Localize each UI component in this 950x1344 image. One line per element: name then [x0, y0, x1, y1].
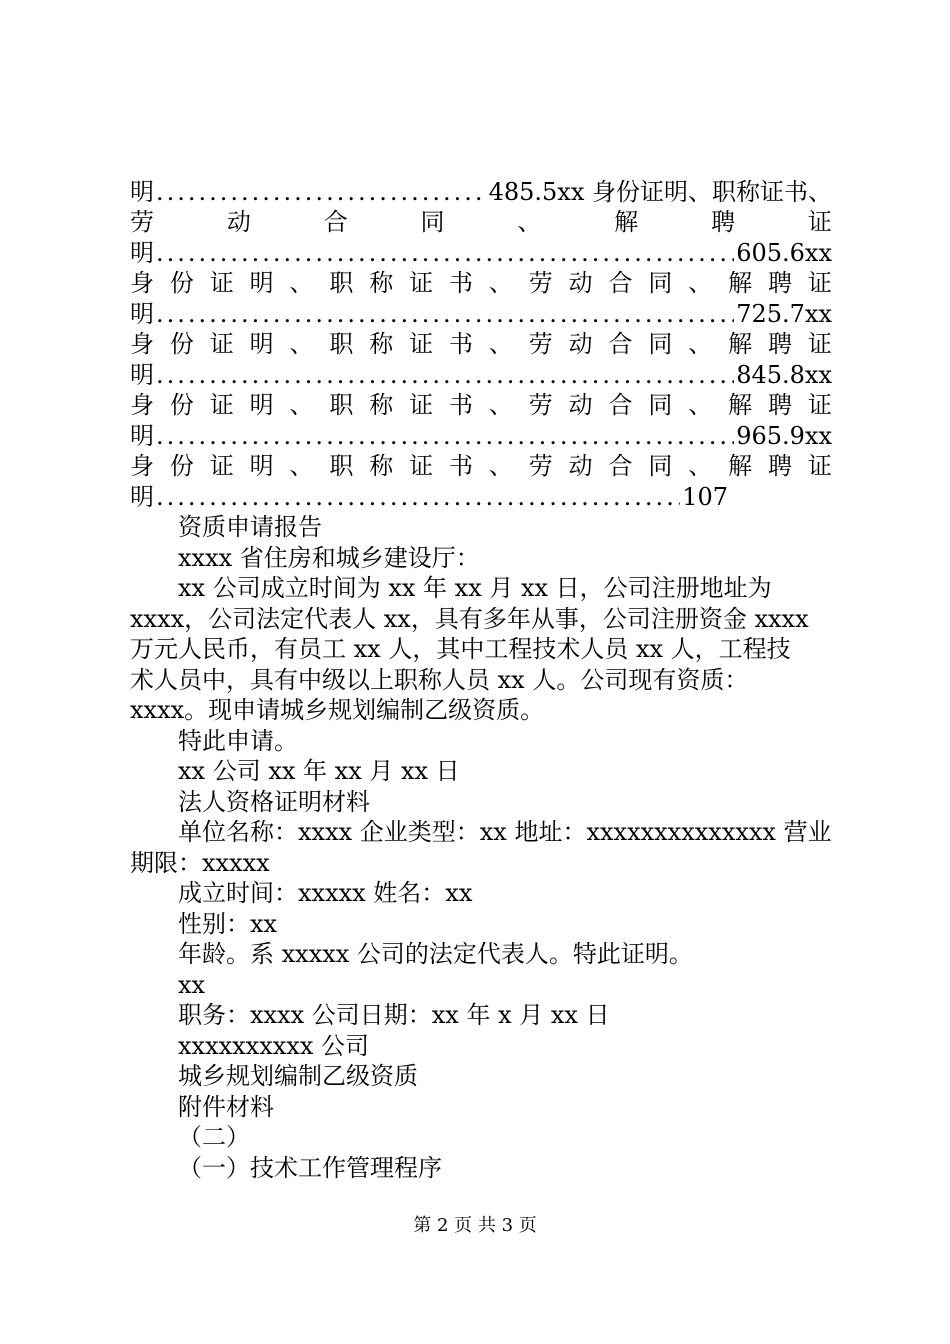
- cert-line: xxxxxxxxxx 公司: [178, 1032, 369, 1060]
- toc-line-start: 明: [130, 422, 154, 450]
- report-body-line: 术人员中，具有中级以上职称人员 xx 人。公司现有资质：: [130, 666, 749, 694]
- toc-line-end: 605.6xx: [736, 239, 832, 267]
- justified-char: 合: [608, 391, 633, 419]
- cert-title: 法人资格证明材料: [178, 788, 370, 816]
- justified-char: 劳: [528, 269, 553, 297]
- justified-char: 解: [728, 391, 753, 419]
- justified-char: 明: [249, 391, 274, 419]
- justified-char: 称: [369, 452, 394, 480]
- justified-char: 份: [169, 269, 194, 297]
- justified-char: 聘: [768, 391, 792, 419]
- justified-char: 解: [728, 452, 753, 480]
- justified-char: 职: [329, 330, 354, 358]
- justified-char: 同: [648, 391, 673, 419]
- page-footer: 第 2 页 共 3 页: [413, 1215, 537, 1236]
- report-body-line: xxxx，公司法定代表人 xx，具有多年从事，公司注册资金 xxxx: [130, 605, 809, 633]
- cert-line: xx: [178, 971, 206, 999]
- justified-char: 聘: [768, 269, 792, 297]
- justified-char: 身: [130, 452, 154, 480]
- justified-char: 同: [648, 269, 673, 297]
- justified-char: 份: [169, 452, 194, 480]
- toc-line-end: 485.5xx 身份证明、职称证书、: [488, 178, 832, 206]
- justified-char: 解: [728, 269, 753, 297]
- section-heading: （二）: [178, 1123, 250, 1151]
- report-body-line: 万元人民币，有员工 xx 人，其中工程技术人员 xx 人，工程技: [130, 635, 791, 663]
- justified-char: 劳: [528, 330, 553, 358]
- justified-char: 、: [289, 269, 314, 297]
- justified-char: 动: [568, 269, 593, 297]
- appendix-subtitle: 附件材料: [178, 1093, 274, 1121]
- justified-char: 同: [420, 208, 445, 236]
- justified-char: 动: [568, 391, 593, 419]
- toc-line-end: 107: [682, 483, 728, 511]
- toc-line: [130, 238, 832, 268]
- toc-line-start: 明: [130, 361, 154, 389]
- toc-line: [130, 299, 832, 329]
- justified-char: 、: [688, 330, 713, 358]
- justified-char: 证: [209, 269, 234, 297]
- justified-char: 、: [688, 269, 713, 297]
- toc-line: [130, 177, 832, 207]
- toc-leader-dots: [156, 299, 734, 329]
- cert-line: 单位名称：xxxx 企业类型：xx 地址：xxxxxxxxxxxxxx 营业: [178, 818, 832, 846]
- toc-line-start: 明: [130, 483, 154, 511]
- toc-line: [130, 360, 832, 390]
- toc-line-end: 965.9xx: [736, 422, 832, 450]
- toc-line: [130, 421, 832, 451]
- justified-char: 职: [329, 269, 354, 297]
- justified-char: 合: [608, 452, 633, 480]
- justified-char: 称: [369, 269, 394, 297]
- toc-leader-dots: [156, 177, 487, 207]
- toc-leader-dots: [156, 482, 680, 512]
- toc-leader-dots: [156, 238, 734, 268]
- justified-char: 解: [728, 330, 753, 358]
- justified-char: 、: [289, 391, 314, 419]
- justified-char: 证: [807, 330, 832, 358]
- justified-char: 聘: [768, 452, 792, 480]
- justified-char: 证: [209, 330, 234, 358]
- justified-char: 劳: [130, 208, 154, 236]
- justified-char: 聘: [711, 208, 736, 236]
- justified-char: 、: [488, 330, 513, 358]
- cert-line: 职务：xxxx 公司日期：xx 年 x 月 xx 日: [178, 1001, 610, 1029]
- toc-line-start: 明: [130, 300, 154, 328]
- toc-justified-line: [130, 207, 832, 237]
- justified-char: 、: [517, 208, 542, 236]
- justified-char: 证: [807, 269, 832, 297]
- justified-char: 明: [249, 269, 274, 297]
- toc-leader-dots: [156, 360, 734, 390]
- report-title: 资质申请报告: [178, 513, 322, 541]
- justified-char: 称: [369, 330, 394, 358]
- justified-char: 证: [807, 452, 832, 480]
- justified-char: 合: [608, 330, 633, 358]
- appendix-title: 城乡规划编制乙级资质: [178, 1062, 418, 1090]
- justified-char: 、: [688, 452, 713, 480]
- report-signature: xx 公司 xx 年 xx 月 xx 日: [178, 757, 460, 785]
- justified-char: 证: [209, 452, 234, 480]
- justified-char: 称: [369, 391, 394, 419]
- justified-char: 劳: [528, 391, 553, 419]
- justified-char: 、: [488, 452, 513, 480]
- justified-char: 、: [488, 269, 513, 297]
- report-body-line: xxxx。现申请城乡规划编制乙级资质。: [130, 696, 545, 724]
- justified-char: 证: [209, 391, 234, 419]
- toc-line-start: 明: [130, 239, 154, 267]
- justified-char: 动: [568, 330, 593, 358]
- justified-char: 合: [608, 269, 633, 297]
- justified-char: 聘: [768, 330, 792, 358]
- justified-char: 、: [289, 330, 314, 358]
- justified-char: 证: [807, 391, 832, 419]
- justified-char: 证: [409, 269, 434, 297]
- justified-char: 、: [289, 452, 314, 480]
- justified-char: 证: [807, 208, 832, 236]
- justified-char: 份: [169, 391, 194, 419]
- justified-char: 合: [323, 208, 348, 236]
- justified-char: 劳: [528, 452, 553, 480]
- justified-char: 动: [226, 208, 251, 236]
- toc-justified-line: [130, 268, 832, 298]
- justified-char: 同: [648, 452, 673, 480]
- justified-char: 明: [249, 452, 274, 480]
- toc-justified-line: [130, 329, 832, 359]
- justified-char: 明: [249, 330, 274, 358]
- toc-leader-dots: [156, 421, 734, 451]
- justified-char: 、: [488, 391, 513, 419]
- justified-char: 职: [329, 391, 354, 419]
- report-body-line: xx 公司成立时间为 xx 年 xx 月 xx 日，公司注册地址为: [178, 574, 772, 602]
- justified-char: 职: [329, 452, 354, 480]
- justified-char: 同: [648, 330, 673, 358]
- justified-char: 书: [449, 452, 473, 480]
- justified-char: 身: [130, 269, 154, 297]
- toc-line-end: 845.8xx: [736, 361, 832, 389]
- justified-char: 解: [614, 208, 639, 236]
- cert-line: 性别：xx: [178, 910, 278, 938]
- report-addressee: xxxx 省住房和城乡建设厅：: [178, 544, 480, 572]
- toc-line: [130, 482, 728, 512]
- report-closing: 特此申请。: [178, 727, 298, 755]
- justified-char: 身: [130, 391, 154, 419]
- justified-char: 证: [409, 452, 434, 480]
- cert-line: 年龄。系 xxxxx 公司的法定代表人。特此证明。: [178, 940, 693, 968]
- cert-line: 成立时间：xxxxx 姓名：xx: [178, 879, 473, 907]
- toc-justified-line: [130, 451, 832, 481]
- justified-char: 身: [130, 330, 154, 358]
- justified-char: 动: [568, 452, 593, 480]
- justified-char: 书: [449, 269, 473, 297]
- justified-char: 书: [449, 330, 473, 358]
- section-heading: （一）技术工作管理程序: [178, 1154, 442, 1182]
- toc-justified-line: [130, 390, 832, 420]
- toc-line-end: 725.7xx: [736, 300, 832, 328]
- justified-char: 证: [409, 391, 434, 419]
- toc-line-start: 明: [130, 178, 154, 206]
- justified-char: 书: [449, 391, 473, 419]
- justified-char: 证: [409, 330, 434, 358]
- cert-line: 期限：xxxxx: [130, 849, 270, 877]
- justified-char: 、: [688, 391, 713, 419]
- justified-char: 份: [169, 330, 194, 358]
